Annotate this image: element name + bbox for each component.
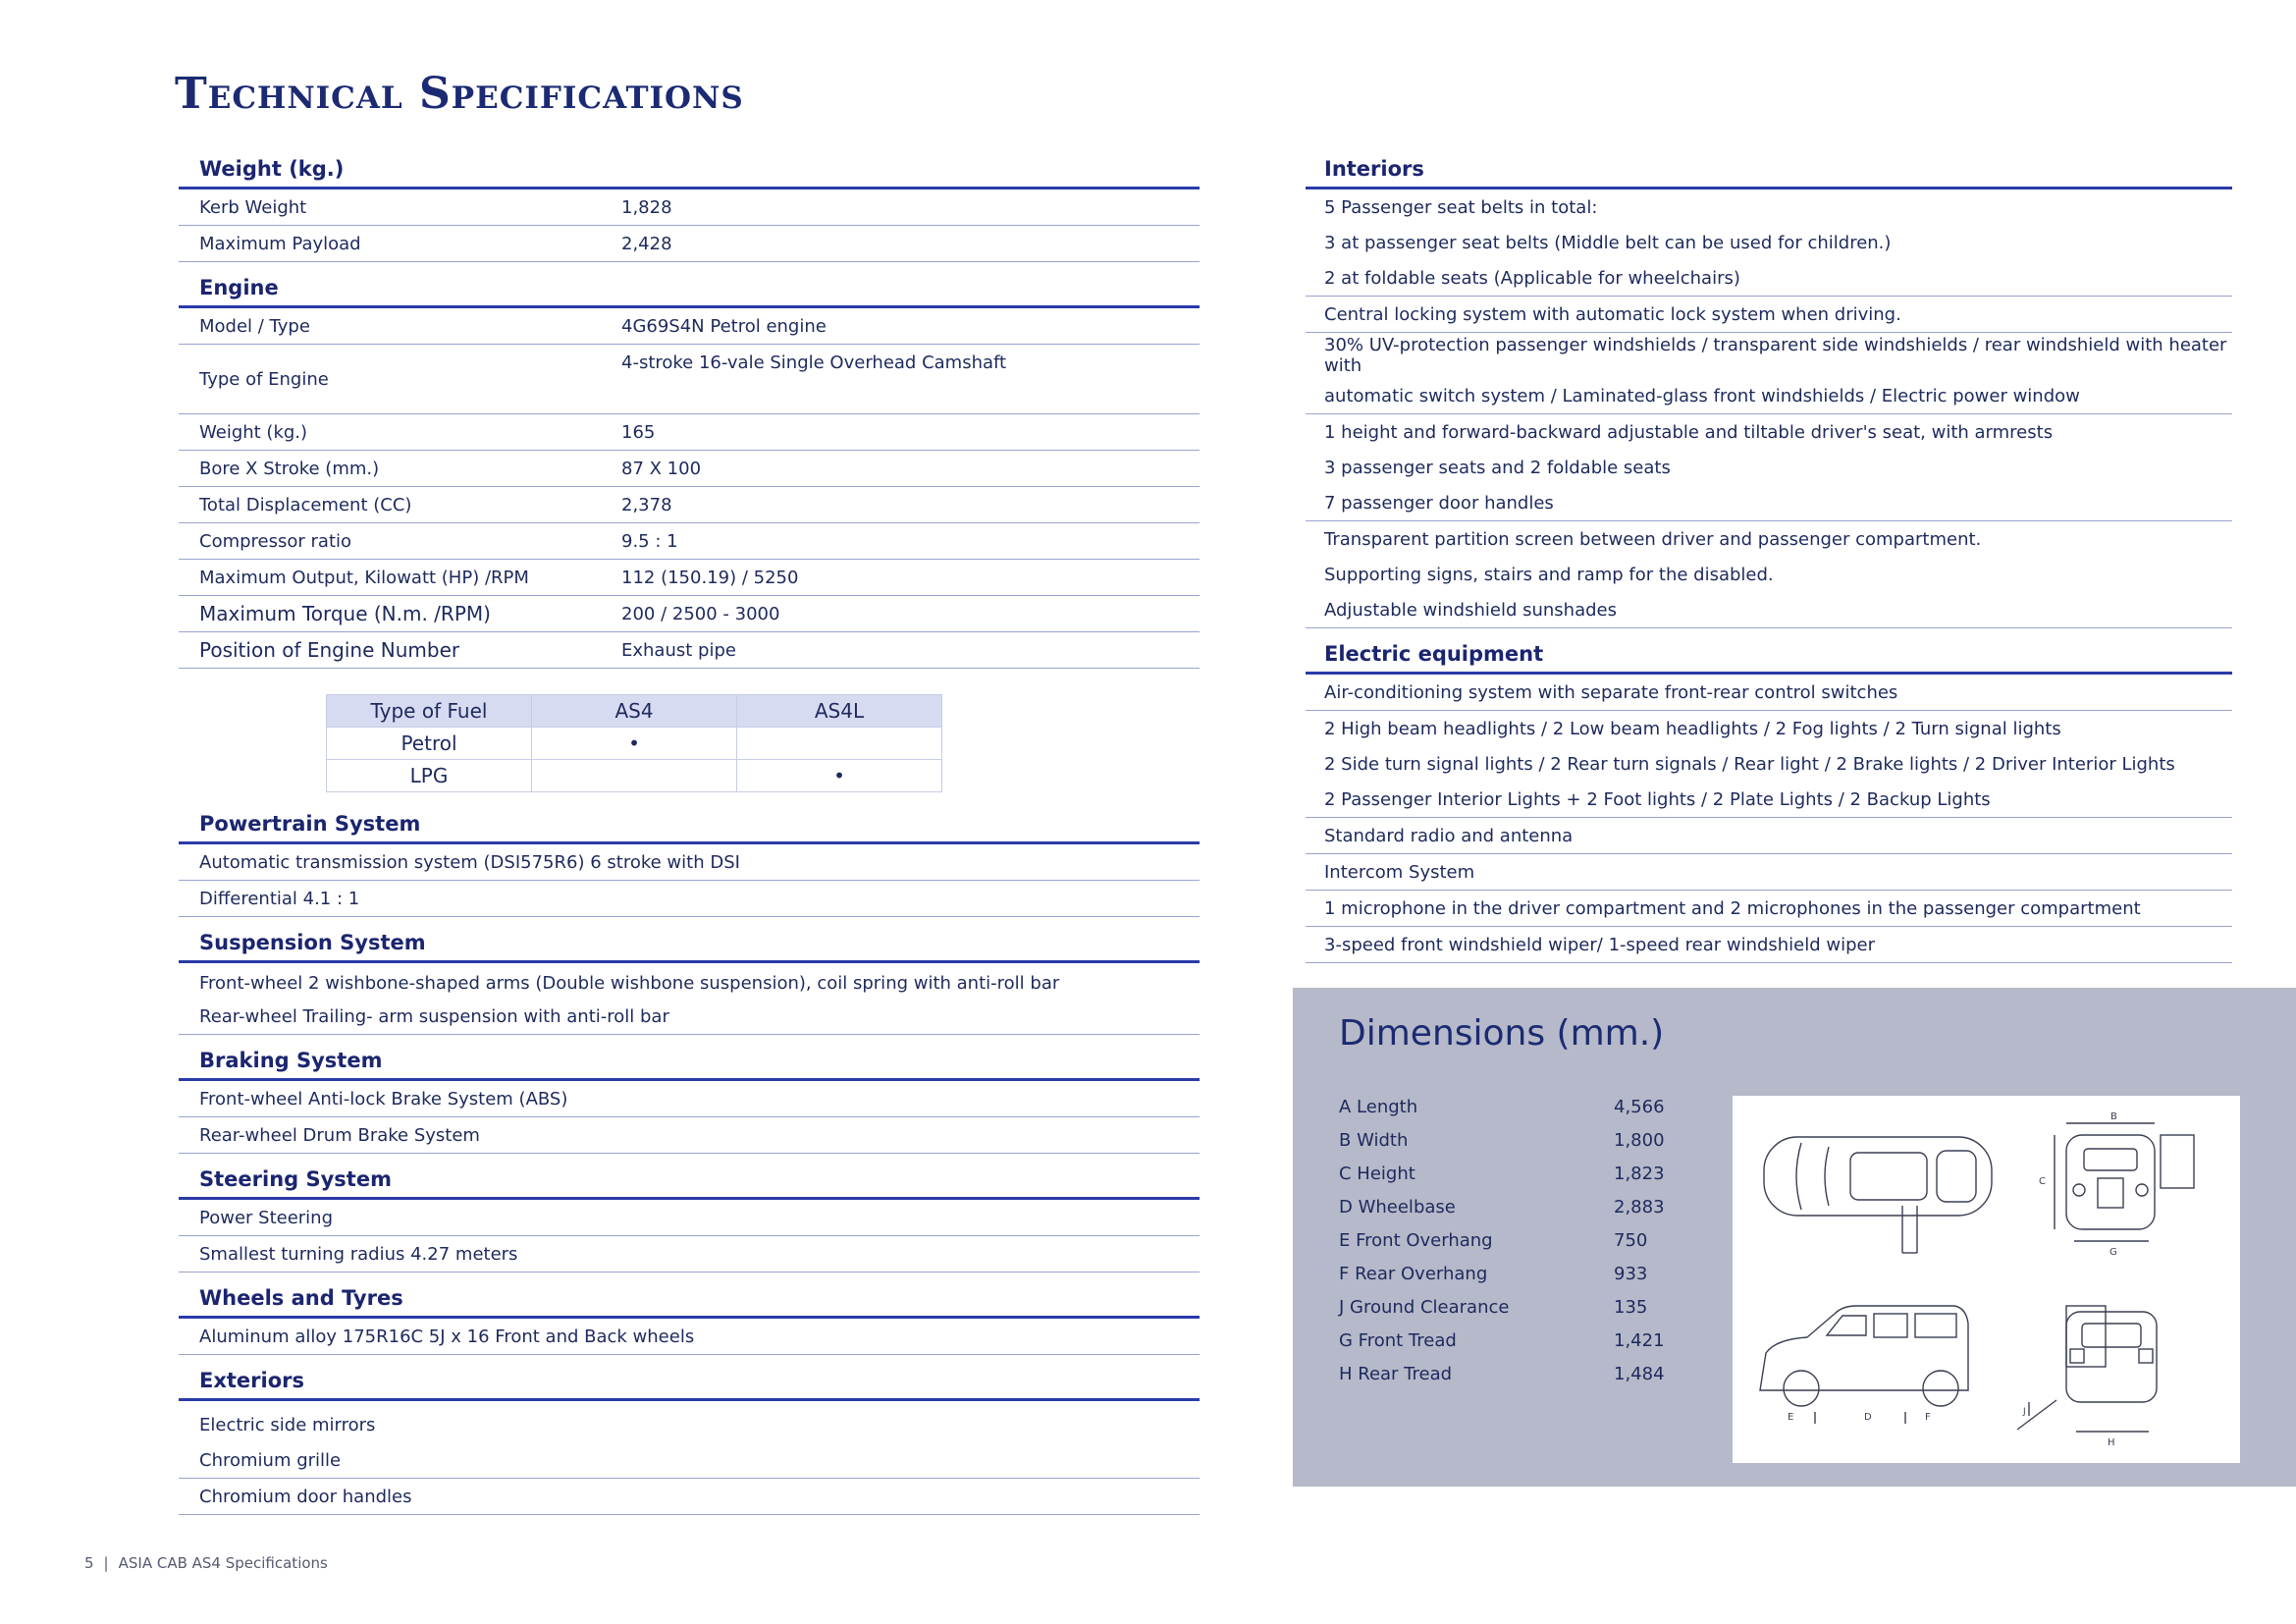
- spec-value: 1,828: [621, 196, 672, 218]
- suspension-section: [179, 931, 1200, 1035]
- dimension-label-j: J: [2023, 1407, 2026, 1417]
- spec-row: [179, 451, 1200, 487]
- weight-title: Weight (kg.): [179, 157, 1200, 189]
- spec-value: Exhaust pipe: [621, 639, 736, 661]
- dimension-row: [1339, 1357, 1712, 1390]
- page-footer: [84, 1554, 328, 1572]
- right-column: [1306, 157, 2232, 963]
- spec-row: [179, 189, 1200, 226]
- dimension-value: 750: [1614, 1229, 1648, 1251]
- spec-row: [179, 308, 1200, 345]
- item-text: Adjustable windshield sunshades: [1324, 599, 1617, 621]
- dimension-row: [1339, 1157, 1712, 1190]
- item-text: 2 Passenger Interior Lights + 2 Foot lights / 2 Plate Lights / 2 Backup Lights: [1324, 788, 1991, 810]
- item-text: Transparent partition screen between driver and passenger compartment.: [1324, 528, 1982, 550]
- list-item: [1306, 782, 2232, 818]
- item-text: Chromium grille: [199, 1449, 342, 1471]
- dimension-label: B Width: [1339, 1129, 1409, 1151]
- spec-row: [179, 414, 1200, 451]
- table-cell: [737, 728, 942, 760]
- list-item: [1306, 927, 2232, 963]
- dimension-label-f: F: [1925, 1412, 1931, 1423]
- interiors-title: Interiors: [1306, 157, 2232, 189]
- dimensions-title: Dimensions (mm.): [1339, 1013, 1665, 1054]
- dimension-value: 1,823: [1614, 1163, 1665, 1184]
- fuel-type-table: [326, 694, 942, 792]
- wheels-title: Wheels and Tyres: [179, 1286, 1200, 1319]
- item-text: Front-wheel 2 wishbone-shaped arms (Double wishbone suspension), coil spring with anti-roll bar: [199, 972, 1060, 994]
- spec-value: 2,428: [621, 233, 672, 254]
- list-item: [1306, 711, 2232, 746]
- spec-value: 4-stroke 16-vale Single Overhead Camshaft: [621, 352, 1007, 373]
- list-item: [179, 844, 1200, 881]
- dimension-row: [1339, 1257, 1712, 1290]
- list-item: [179, 1236, 1200, 1272]
- spec-value: 9.5 : 1: [621, 530, 678, 552]
- table-header: AS4L: [737, 695, 942, 728]
- table-row: [327, 760, 942, 792]
- item-text: Differential 4.1 : 1: [199, 888, 360, 909]
- list-item: [1306, 297, 2232, 333]
- item-text: Electric side mirrors: [199, 1414, 376, 1435]
- page-title: Technical Specifications: [175, 69, 744, 119]
- dimension-label-c: C: [2039, 1176, 2046, 1187]
- list-item: [1306, 557, 2232, 592]
- spec-label: Model / Type: [199, 315, 310, 337]
- list-item: [1306, 521, 2232, 557]
- spec-row: [179, 345, 1200, 414]
- item-text: automatic switch system / Laminated-glass front windshields / Electric power window: [1324, 385, 2080, 406]
- item-text: 5 Passenger seat belts in total:: [1324, 196, 1598, 218]
- item-text: Air-conditioning system with separate front-rear control switches: [1324, 681, 1898, 703]
- top-view-drawing: [1764, 1137, 1992, 1253]
- dimension-row: [1339, 1324, 1712, 1357]
- exteriors-title: Exteriors: [179, 1369, 1200, 1401]
- dimension-label-g: G: [2109, 1247, 2117, 1258]
- list-item: [1306, 378, 2232, 414]
- item-text: 1 height and forward-backward adjustable and tiltable driver's seat, with armrests: [1324, 421, 2054, 443]
- dimension-row: [1339, 1123, 1712, 1157]
- list-item: [1306, 891, 2232, 927]
- spec-label: Bore X Stroke (mm.): [199, 458, 380, 479]
- dimension-label: A Length: [1339, 1096, 1418, 1117]
- list-item: [179, 1117, 1200, 1154]
- dimensions-list: [1339, 1090, 1712, 1390]
- footer-separator: |: [103, 1554, 109, 1572]
- spec-label: Total Displacement (CC): [199, 494, 412, 515]
- item-text: Front-wheel Anti-lock Brake System (ABS): [199, 1088, 568, 1110]
- dimension-label-b: B: [2110, 1111, 2117, 1122]
- spec-value: 165: [621, 421, 656, 443]
- dimension-label: E Front Overhang: [1339, 1229, 1493, 1251]
- item-text: Rear-wheel Trailing- arm suspension with anti-roll bar: [199, 1005, 669, 1027]
- list-item: [179, 1200, 1200, 1236]
- spec-label: Kerb Weight: [199, 196, 307, 218]
- item-text: 2 Side turn signal lights / 2 Rear turn signals / Rear light / 2 Brake lights / 2 Driver Interior Lights: [1324, 753, 2175, 775]
- list-item: [1306, 450, 2232, 485]
- dimension-value: 1,421: [1614, 1329, 1665, 1351]
- list-item: [1306, 333, 2232, 378]
- electric-section: [1306, 642, 2232, 963]
- item-text: Central locking system with automatic lock system when driving.: [1324, 303, 1901, 325]
- page-number: 5: [84, 1554, 94, 1572]
- dimension-row: [1339, 1290, 1712, 1324]
- item-text: 1 microphone in the driver compartment and 2 microphones in the passenger compartment: [1324, 897, 2141, 919]
- dimension-label: C Height: [1339, 1163, 1415, 1184]
- dimension-label: D Wheelbase: [1339, 1196, 1456, 1218]
- item-text: Rear-wheel Drum Brake System: [199, 1124, 480, 1146]
- dimension-value: 135: [1614, 1296, 1648, 1318]
- table-cell: •: [737, 760, 942, 792]
- table-header-row: [327, 695, 942, 728]
- spec-row: [179, 560, 1200, 596]
- spec-value: 200 / 2500 - 3000: [621, 603, 780, 624]
- table-row: [327, 728, 942, 760]
- taxi-line-drawing: [1733, 1096, 2240, 1463]
- engine-title: Engine: [179, 276, 1200, 308]
- table-cell: Petrol: [327, 728, 532, 760]
- braking-title: Braking System: [179, 1049, 1200, 1081]
- footer-text: ASIA CAB AS4 Specifications: [118, 1554, 328, 1572]
- spec-label: Position of Engine Number: [199, 638, 460, 662]
- steering-title: Steering System: [179, 1167, 1200, 1200]
- electric-title: Electric equipment: [1306, 642, 2232, 675]
- item-text: Smallest turning radius 4.27 meters: [199, 1243, 518, 1265]
- interiors-section: [1306, 157, 2232, 628]
- side-view-drawing: [1760, 1306, 1968, 1424]
- dimension-label: F Rear Overhang: [1339, 1263, 1488, 1284]
- list-item: [179, 1319, 1200, 1355]
- item-text: 2 High beam headlights / 2 Low beam headlights / 2 Fog lights / 2 Turn signal lights: [1324, 718, 2061, 739]
- dimension-value: 1,484: [1614, 1363, 1665, 1384]
- list-item: [179, 1479, 1200, 1515]
- spec-label: Weight (kg.): [199, 421, 308, 443]
- table-cell: LPG: [327, 760, 532, 792]
- dimension-label-e: E: [1788, 1412, 1794, 1423]
- spec-label: Compressor ratio: [199, 530, 352, 552]
- table-cell: [532, 760, 737, 792]
- list-item: [1306, 746, 2232, 782]
- engine-section: [179, 276, 1200, 669]
- table-cell: •: [532, 728, 737, 760]
- list-item: [179, 1407, 1200, 1442]
- item-text: 7 passenger door handles: [1324, 492, 1554, 514]
- list-item: [1306, 818, 2232, 854]
- list-item: [1306, 189, 2232, 225]
- dimension-value: 1,800: [1614, 1129, 1665, 1151]
- spec-label: Maximum Output, Kilowatt (HP) /RPM: [199, 567, 529, 588]
- list-item: [179, 999, 1200, 1035]
- table-header: Type of Fuel: [327, 695, 532, 728]
- list-item: [179, 1081, 1200, 1117]
- item-text: Standard radio and antenna: [1324, 825, 1574, 846]
- list-item: [1306, 854, 2232, 891]
- spec-value: 87 X 100: [621, 458, 702, 479]
- dimension-label-d: D: [1864, 1412, 1872, 1423]
- list-item: [1306, 225, 2232, 260]
- item-text: 30% UV-protection passenger windshields / transparent side windshields / rear windshield with heater with: [1324, 335, 2227, 376]
- dimension-value: 4,566: [1614, 1096, 1665, 1117]
- vehicle-drawing: [1733, 1096, 2240, 1463]
- spec-label: Maximum Payload: [199, 233, 361, 254]
- dimensions-panel: [1293, 988, 2296, 1487]
- dimension-value: 933: [1614, 1263, 1648, 1284]
- steering-section: [179, 1167, 1200, 1272]
- item-text: 2 at foldable seats (Applicable for wheelchairs): [1324, 267, 1740, 289]
- list-item: [179, 1442, 1200, 1479]
- list-item: [179, 963, 1200, 999]
- list-item: [1306, 675, 2232, 711]
- left-column: [179, 157, 1200, 1515]
- list-item: [1306, 414, 2232, 450]
- table-header: AS4: [532, 695, 737, 728]
- spec-label: Type of Engine: [199, 368, 329, 390]
- dimension-label-h: H: [2108, 1437, 2115, 1448]
- dimension-row: [1339, 1223, 1712, 1257]
- dimension-label: G Front Tread: [1339, 1329, 1457, 1351]
- list-item: [179, 881, 1200, 917]
- powertrain-title: Powertrain System: [179, 812, 1200, 844]
- list-item: [1306, 260, 2232, 297]
- item-text: Chromium door handles: [199, 1486, 412, 1507]
- item-text: Intercom System: [1324, 861, 1475, 883]
- spec-label: Maximum Torque (N.m. /RPM): [199, 602, 491, 625]
- dimension-row: [1339, 1090, 1712, 1123]
- wheels-section: [179, 1286, 1200, 1355]
- exteriors-section: [179, 1369, 1200, 1515]
- braking-section: [179, 1049, 1200, 1154]
- spec-value: 112 (150.19) / 5250: [621, 567, 799, 588]
- weight-section: [179, 157, 1200, 262]
- rear-view-drawing: [2017, 1306, 2157, 1448]
- dimension-label: H Rear Tread: [1339, 1363, 1453, 1384]
- spec-row: [179, 523, 1200, 560]
- front-view-drawing: [2039, 1111, 2194, 1258]
- list-item: [1306, 592, 2232, 628]
- item-text: Power Steering: [199, 1207, 334, 1228]
- item-text: 3 at passenger seat belts (Middle belt can be used for children.): [1324, 232, 1892, 253]
- item-text: Automatic transmission system (DSI575R6) 6 stroke with DSI: [199, 851, 740, 873]
- item-text: Aluminum alloy 175R16C 5J x 16 Front and Back wheels: [199, 1326, 695, 1347]
- powertrain-section: [179, 812, 1200, 917]
- dimension-value: 2,883: [1614, 1196, 1665, 1218]
- spec-value: 4G69S4N Petrol engine: [621, 315, 827, 337]
- suspension-title: Suspension System: [179, 931, 1200, 963]
- list-item: [1306, 485, 2232, 521]
- dimension-label: J Ground Clearance: [1339, 1296, 1510, 1318]
- spec-row: [179, 487, 1200, 523]
- spec-value: 2,378: [621, 494, 672, 515]
- spec-row: [179, 226, 1200, 262]
- item-text: Supporting signs, stairs and ramp for the disabled.: [1324, 564, 1774, 585]
- spec-row: [179, 596, 1200, 632]
- spec-row: [179, 632, 1200, 669]
- item-text: 3-speed front windshield wiper/ 1-speed rear windshield wiper: [1324, 934, 1876, 955]
- item-text: 3 passenger seats and 2 foldable seats: [1324, 457, 1671, 478]
- dimension-row: [1339, 1190, 1712, 1223]
